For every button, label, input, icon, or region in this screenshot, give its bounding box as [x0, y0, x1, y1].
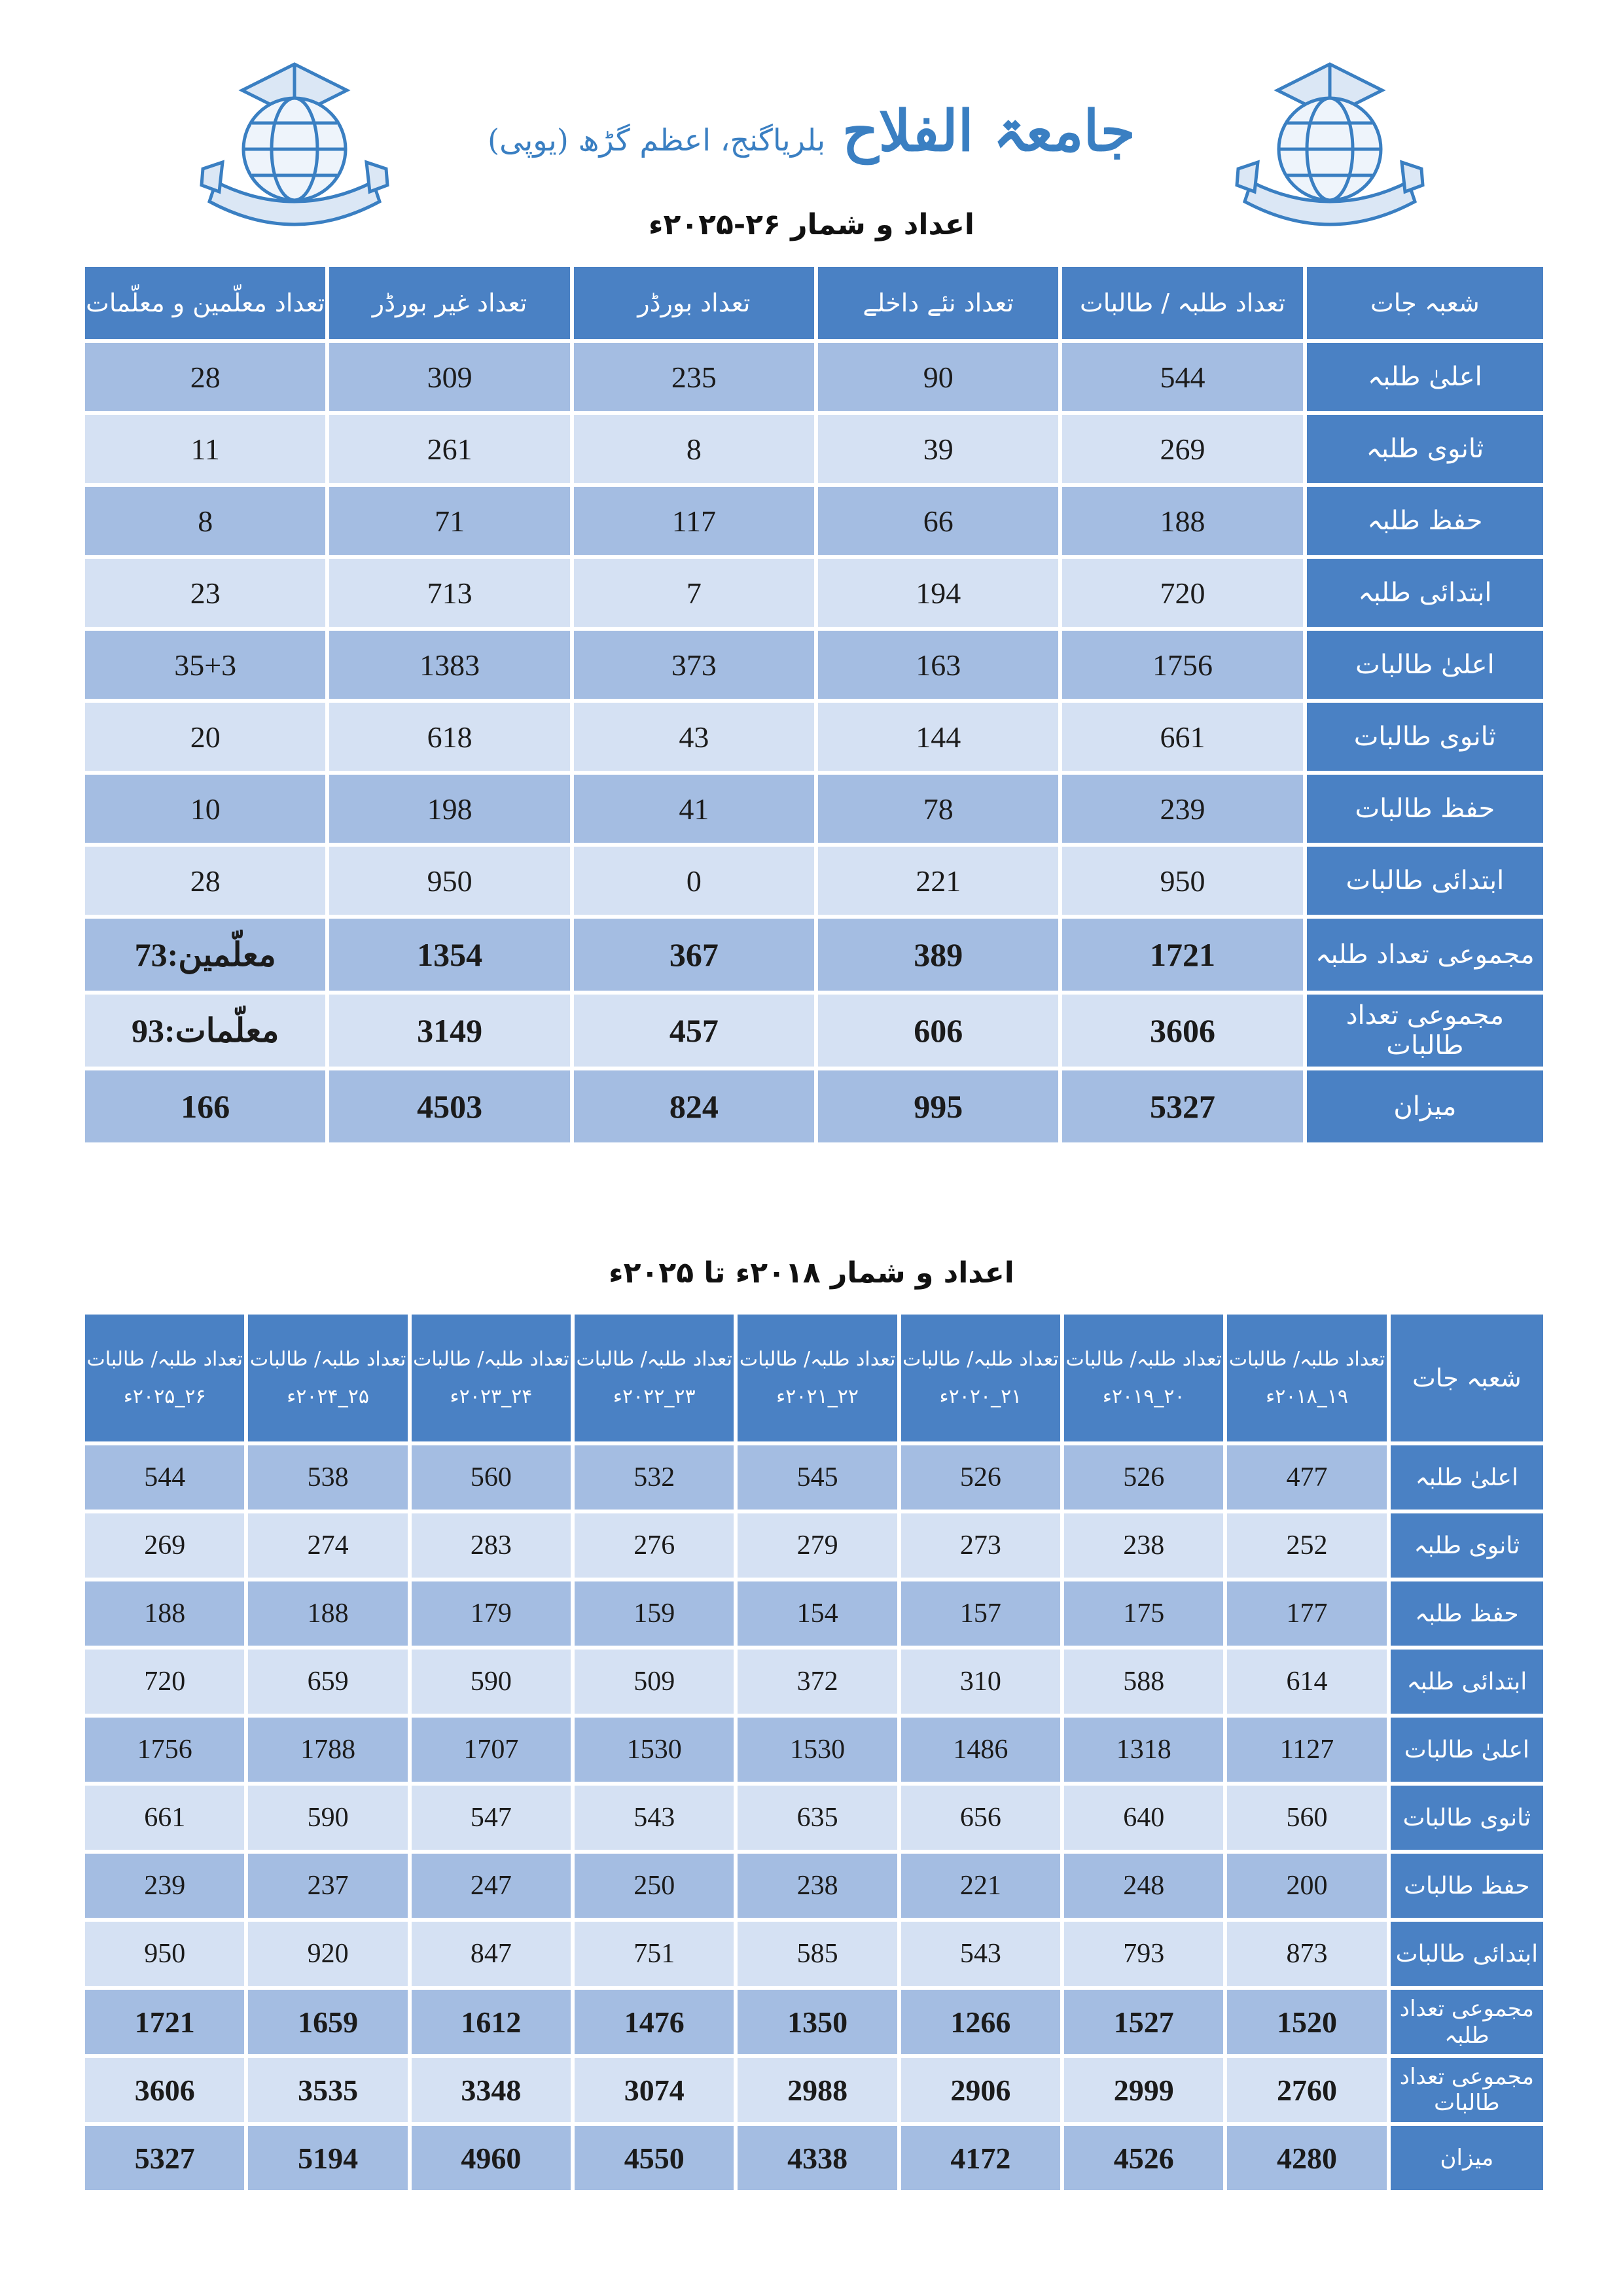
- table-cell: 163: [818, 631, 1058, 699]
- table-cell: 238: [1064, 1513, 1223, 1578]
- table-cell: 585: [738, 1922, 897, 1986]
- row-label: اعلیٰ طلبہ: [1391, 1445, 1543, 1510]
- table-cell: 950: [329, 847, 569, 915]
- academic-year: ۲۵_۲۰۲۴ء: [287, 1385, 369, 1408]
- table-cell: 1612: [412, 1990, 571, 2054]
- table-cell: 221: [901, 1854, 1060, 1918]
- university-seal-left: [196, 51, 393, 241]
- table-total-row: [85, 1990, 1543, 2054]
- table-cell: 1756: [1062, 631, 1302, 699]
- table-cell: 367: [574, 919, 814, 991]
- table-cell: 950: [1062, 847, 1302, 915]
- table-cell: 283: [412, 1513, 571, 1578]
- table-cell: 11: [85, 415, 325, 483]
- row-label: اعلیٰ طلبہ: [1307, 343, 1543, 411]
- column-label: تعداد طلبہ/ طالبات: [576, 1348, 732, 1371]
- row-label: مجموعی تعداد طالبات: [1307, 995, 1543, 1067]
- table-total-row: [85, 919, 1543, 991]
- table-cell: 1476: [575, 1990, 734, 2054]
- table-cell: 635: [738, 1786, 897, 1850]
- table1-header-row: [85, 267, 1543, 339]
- table-cell: 618: [329, 703, 569, 771]
- table-cell: 261: [329, 415, 569, 483]
- university-name: جامعۃ الفلاح: [842, 98, 1135, 164]
- table-cell: 544: [85, 1445, 244, 1510]
- table-cell: 614: [1227, 1650, 1386, 1714]
- table-cell: 873: [1227, 1922, 1386, 1986]
- table-cell: 194: [818, 559, 1058, 627]
- table-cell: 544: [1062, 343, 1302, 411]
- table-row: [85, 847, 1543, 915]
- row-label: ابتدائی طالبات: [1307, 847, 1543, 915]
- table-cell: 1527: [1064, 1990, 1223, 2054]
- column-label: تعداد طلبہ/ طالبات: [1065, 1348, 1222, 1371]
- table-cell: 159: [575, 1581, 734, 1646]
- table-cell: 20: [85, 703, 325, 771]
- table-cell: 250: [575, 1854, 734, 1918]
- table-row: [85, 415, 1543, 483]
- table-cell: 1721: [85, 1990, 244, 2054]
- table-cell: 373: [574, 631, 814, 699]
- table-cell: 751: [575, 1922, 734, 1986]
- table-cell: 5194: [248, 2126, 407, 2190]
- table-cell: 10: [85, 775, 325, 843]
- table-cell: 3074: [575, 2058, 734, 2122]
- table-cell: 532: [575, 1445, 734, 1510]
- table1-column-header: تعداد نئے داخلے: [818, 267, 1058, 339]
- row-label: میزان: [1307, 1070, 1543, 1142]
- table-cell: 90: [818, 343, 1058, 411]
- table-cell: 659: [248, 1650, 407, 1714]
- table-cell: 920: [248, 1922, 407, 1986]
- university-seal-right: [1232, 51, 1428, 241]
- table-cell: 4172: [901, 2126, 1060, 2190]
- table-cell: 1520: [1227, 1990, 1386, 2054]
- column-label: تعداد طلبہ/ طالبات: [1228, 1348, 1385, 1371]
- table-row: [85, 775, 1543, 843]
- table-cell: 1266: [901, 1990, 1060, 2054]
- row-label: ابتدائی طلبہ: [1391, 1650, 1543, 1714]
- table-cell: 1721: [1062, 919, 1302, 991]
- table-cell: 154: [738, 1581, 897, 1646]
- table-cell: 248: [1064, 1854, 1223, 1918]
- table-cell: 157: [901, 1581, 1060, 1646]
- academic-year: ۲۰_۲۰۱۹ء: [1102, 1385, 1185, 1408]
- table2-year-header: [575, 1315, 734, 1441]
- table-cell: 273: [901, 1513, 1060, 1578]
- table-cell: 177: [1227, 1581, 1386, 1646]
- table-total-row: [85, 995, 1543, 1067]
- column-label: تعداد طلبہ/ طالبات: [86, 1348, 243, 1371]
- table-cell: 188: [85, 1581, 244, 1646]
- table-cell: 276: [575, 1513, 734, 1578]
- table2-year-header: [248, 1315, 407, 1441]
- table2-year-header: [738, 1315, 897, 1441]
- table-cell: 41: [574, 775, 814, 843]
- table-cell: 793: [1064, 1922, 1223, 1986]
- university-location: بلریاگنج، اعظم گڑھ (یوپی): [488, 122, 826, 158]
- table-cell: 39: [818, 415, 1058, 483]
- table-total-row: [85, 1070, 1543, 1142]
- table-cell: 274: [248, 1513, 407, 1578]
- table2-year-header: [901, 1315, 1060, 1441]
- row-label: ثانوی طلبہ: [1307, 415, 1543, 483]
- table2-title: اعداد و شمار ۲۰۱۸ء تا ۲۰۲۵ء: [609, 1256, 1014, 1290]
- table-cell: 23: [85, 559, 325, 627]
- table-cell: 4550: [575, 2126, 734, 2190]
- table2-first-header: شعبہ جات: [1391, 1315, 1543, 1441]
- table-cell: 824: [574, 1070, 814, 1142]
- table-cell: 543: [901, 1922, 1060, 1986]
- table-cell: 3149: [329, 995, 569, 1067]
- table-row: [85, 1513, 1543, 1578]
- academic-year: ۲۳_۲۰۲۲ء: [613, 1385, 696, 1408]
- row-label: حفظ طلبہ: [1307, 487, 1543, 555]
- table-cell: 2999: [1064, 2058, 1223, 2122]
- table-cell: 279: [738, 1513, 897, 1578]
- row-label: ثانوی طلبہ: [1391, 1513, 1543, 1578]
- row-label: حفظ طالبات: [1391, 1854, 1543, 1918]
- table-cell: 269: [1062, 415, 1302, 483]
- table-cell: 235: [574, 343, 814, 411]
- table-cell: 545: [738, 1445, 897, 1510]
- column-label: تعداد طلبہ/ طالبات: [902, 1348, 1059, 1371]
- table2-header-row: [85, 1315, 1543, 1441]
- table-cell: معلّمات:93: [85, 995, 325, 1067]
- table-cell: 310: [901, 1650, 1060, 1714]
- table-cell: 1486: [901, 1718, 1060, 1782]
- table-cell: 2906: [901, 2058, 1060, 2122]
- table-cell: 43: [574, 703, 814, 771]
- table-cell: 2988: [738, 2058, 897, 2122]
- statistics-table-2025-26: [81, 263, 1547, 1146]
- table-cell: 4960: [412, 2126, 571, 2190]
- table-cell: 538: [248, 1445, 407, 1510]
- table1-column-header: شعبہ جات: [1307, 267, 1543, 339]
- table-row: [85, 1718, 1543, 1782]
- table-cell: 720: [1062, 559, 1302, 627]
- table-cell: 547: [412, 1786, 571, 1850]
- row-label: ابتدائی طلبہ: [1307, 559, 1543, 627]
- row-label: ثانوی طالبات: [1307, 703, 1543, 771]
- table-row: [85, 1650, 1543, 1714]
- table-cell: 252: [1227, 1513, 1386, 1578]
- table-cell: 3606: [1062, 995, 1302, 1067]
- table-cell: 78: [818, 775, 1058, 843]
- table-cell: 526: [1064, 1445, 1223, 1510]
- row-label: اعلیٰ طالبات: [1391, 1718, 1543, 1782]
- table-row: [85, 631, 1543, 699]
- table-cell: 847: [412, 1922, 571, 1986]
- table-cell: 1318: [1064, 1718, 1223, 1782]
- table-cell: 166: [85, 1070, 325, 1142]
- row-label: میزان: [1391, 2126, 1543, 2190]
- table-cell: 3535: [248, 2058, 407, 2122]
- table-cell: 1383: [329, 631, 569, 699]
- table2-year-header: [1227, 1315, 1386, 1441]
- table-cell: 239: [85, 1854, 244, 1918]
- table-cell: 372: [738, 1650, 897, 1714]
- table2-year-header: [412, 1315, 571, 1441]
- table-cell: 1659: [248, 1990, 407, 2054]
- column-label: تعداد طلبہ/ طالبات: [413, 1348, 569, 1371]
- table-cell: 117: [574, 487, 814, 555]
- row-label: مجموعی تعداد طالبات: [1391, 2058, 1543, 2122]
- table-cell: 477: [1227, 1445, 1386, 1510]
- table-cell: 1530: [738, 1718, 897, 1782]
- table-cell: 2760: [1227, 2058, 1386, 2122]
- table2-year-header: [1064, 1315, 1223, 1441]
- table-cell: 4280: [1227, 2126, 1386, 2190]
- table-cell: 590: [248, 1786, 407, 1850]
- table-row: [85, 703, 1543, 771]
- table-cell: 526: [901, 1445, 1060, 1510]
- table-cell: 8: [85, 487, 325, 555]
- table-cell: 309: [329, 343, 569, 411]
- table-cell: 198: [329, 775, 569, 843]
- table-cell: 389: [818, 919, 1058, 991]
- academic-year: ۲۴_۲۰۲۳ء: [450, 1385, 533, 1408]
- table-row: [85, 487, 1543, 555]
- table-cell: 1756: [85, 1718, 244, 1782]
- table-cell: 188: [1062, 487, 1302, 555]
- table1-column-header: تعداد غیر بورڈر: [329, 267, 569, 339]
- table-row: [85, 343, 1543, 411]
- table1-column-header: تعداد بورڈر: [574, 267, 814, 339]
- table-cell: 950: [85, 1922, 244, 1986]
- table-total-row: [85, 2058, 1543, 2122]
- table-cell: 28: [85, 847, 325, 915]
- academic-year: ۲۲_۲۰۲۱ء: [776, 1385, 859, 1408]
- academic-year: ۲۱_۲۰۲۰ء: [939, 1385, 1022, 1408]
- table-cell: 179: [412, 1581, 571, 1646]
- table-cell: 200: [1227, 1854, 1386, 1918]
- table-cell: 1350: [738, 1990, 897, 2054]
- table-cell: 0: [574, 847, 814, 915]
- table-cell: 1354: [329, 919, 569, 991]
- table-cell: 3606: [85, 2058, 244, 2122]
- table-cell: 509: [575, 1650, 734, 1714]
- university-title: [458, 98, 1165, 177]
- table-cell: 560: [412, 1445, 571, 1510]
- table-row: [85, 1581, 1543, 1646]
- table-cell: 543: [575, 1786, 734, 1850]
- row-label: ثانوی طالبات: [1391, 1786, 1543, 1850]
- row-label: مجموعی تعداد طلبہ: [1391, 1990, 1543, 2054]
- table1-column-header: تعداد طلبہ / طالبات: [1062, 267, 1302, 339]
- table-cell: 1530: [575, 1718, 734, 1782]
- table-cell: 247: [412, 1854, 571, 1918]
- table-cell: 221: [818, 847, 1058, 915]
- table-cell: 1707: [412, 1718, 571, 1782]
- table-cell: 590: [412, 1650, 571, 1714]
- table1-title: اعداد و شمار ۲۶-۲۰۲۵ء: [648, 208, 975, 241]
- row-label: مجموعی تعداد طلبہ: [1307, 919, 1543, 991]
- table-cell: 457: [574, 995, 814, 1067]
- table-cell: 640: [1064, 1786, 1223, 1850]
- table-cell: 238: [738, 1854, 897, 1918]
- table-cell: 661: [85, 1786, 244, 1850]
- table-cell: 7: [574, 559, 814, 627]
- table-cell: 1127: [1227, 1718, 1386, 1782]
- table-cell: 588: [1064, 1650, 1223, 1714]
- table-row: [85, 559, 1543, 627]
- table-cell: 8: [574, 415, 814, 483]
- row-label: ابتدائی طالبات: [1391, 1922, 1543, 1986]
- table-cell: معلّمین:73: [85, 919, 325, 991]
- row-label: حفظ طلبہ: [1391, 1581, 1543, 1646]
- row-label: حفظ طالبات: [1307, 775, 1543, 843]
- column-label: تعداد طلبہ/ طالبات: [739, 1348, 896, 1371]
- table-cell: 5327: [1062, 1070, 1302, 1142]
- academic-year: ۲۶_۲۰۲۵ء: [123, 1385, 206, 1408]
- table-cell: 720: [85, 1650, 244, 1714]
- table-cell: 3348: [412, 2058, 571, 2122]
- table-cell: 35+3: [85, 631, 325, 699]
- table-cell: 66: [818, 487, 1058, 555]
- table-row: [85, 1854, 1543, 1918]
- table-cell: 71: [329, 487, 569, 555]
- table-cell: 239: [1062, 775, 1302, 843]
- table-cell: 188: [248, 1581, 407, 1646]
- academic-year: ۱۹_۲۰۱۸ء: [1266, 1385, 1348, 1408]
- table-cell: 175: [1064, 1581, 1223, 1646]
- table-cell: 4526: [1064, 2126, 1223, 2190]
- table-row: [85, 1922, 1543, 1986]
- table-cell: 237: [248, 1854, 407, 1918]
- statistics-table-2018-2025: [81, 1311, 1547, 2194]
- table2-year-header: [85, 1315, 244, 1441]
- table-cell: 4503: [329, 1070, 569, 1142]
- table-cell: 144: [818, 703, 1058, 771]
- table1-column-header: تعداد معلّمین و معلّمات: [85, 267, 325, 339]
- table-row: [85, 1786, 1543, 1850]
- table-cell: 656: [901, 1786, 1060, 1850]
- table-cell: 28: [85, 343, 325, 411]
- row-label: اعلیٰ طالبات: [1307, 631, 1543, 699]
- table-cell: 560: [1227, 1786, 1386, 1850]
- table-cell: 5327: [85, 2126, 244, 2190]
- table-total-row: [85, 2126, 1543, 2190]
- column-label: تعداد طلبہ/ طالبات: [249, 1348, 406, 1371]
- table-cell: 661: [1062, 703, 1302, 771]
- table-cell: 995: [818, 1070, 1058, 1142]
- table-cell: 1788: [248, 1718, 407, 1782]
- table-cell: 606: [818, 995, 1058, 1067]
- table-cell: 4338: [738, 2126, 897, 2190]
- table-cell: 269: [85, 1513, 244, 1578]
- table-row: [85, 1445, 1543, 1510]
- table-cell: 713: [329, 559, 569, 627]
